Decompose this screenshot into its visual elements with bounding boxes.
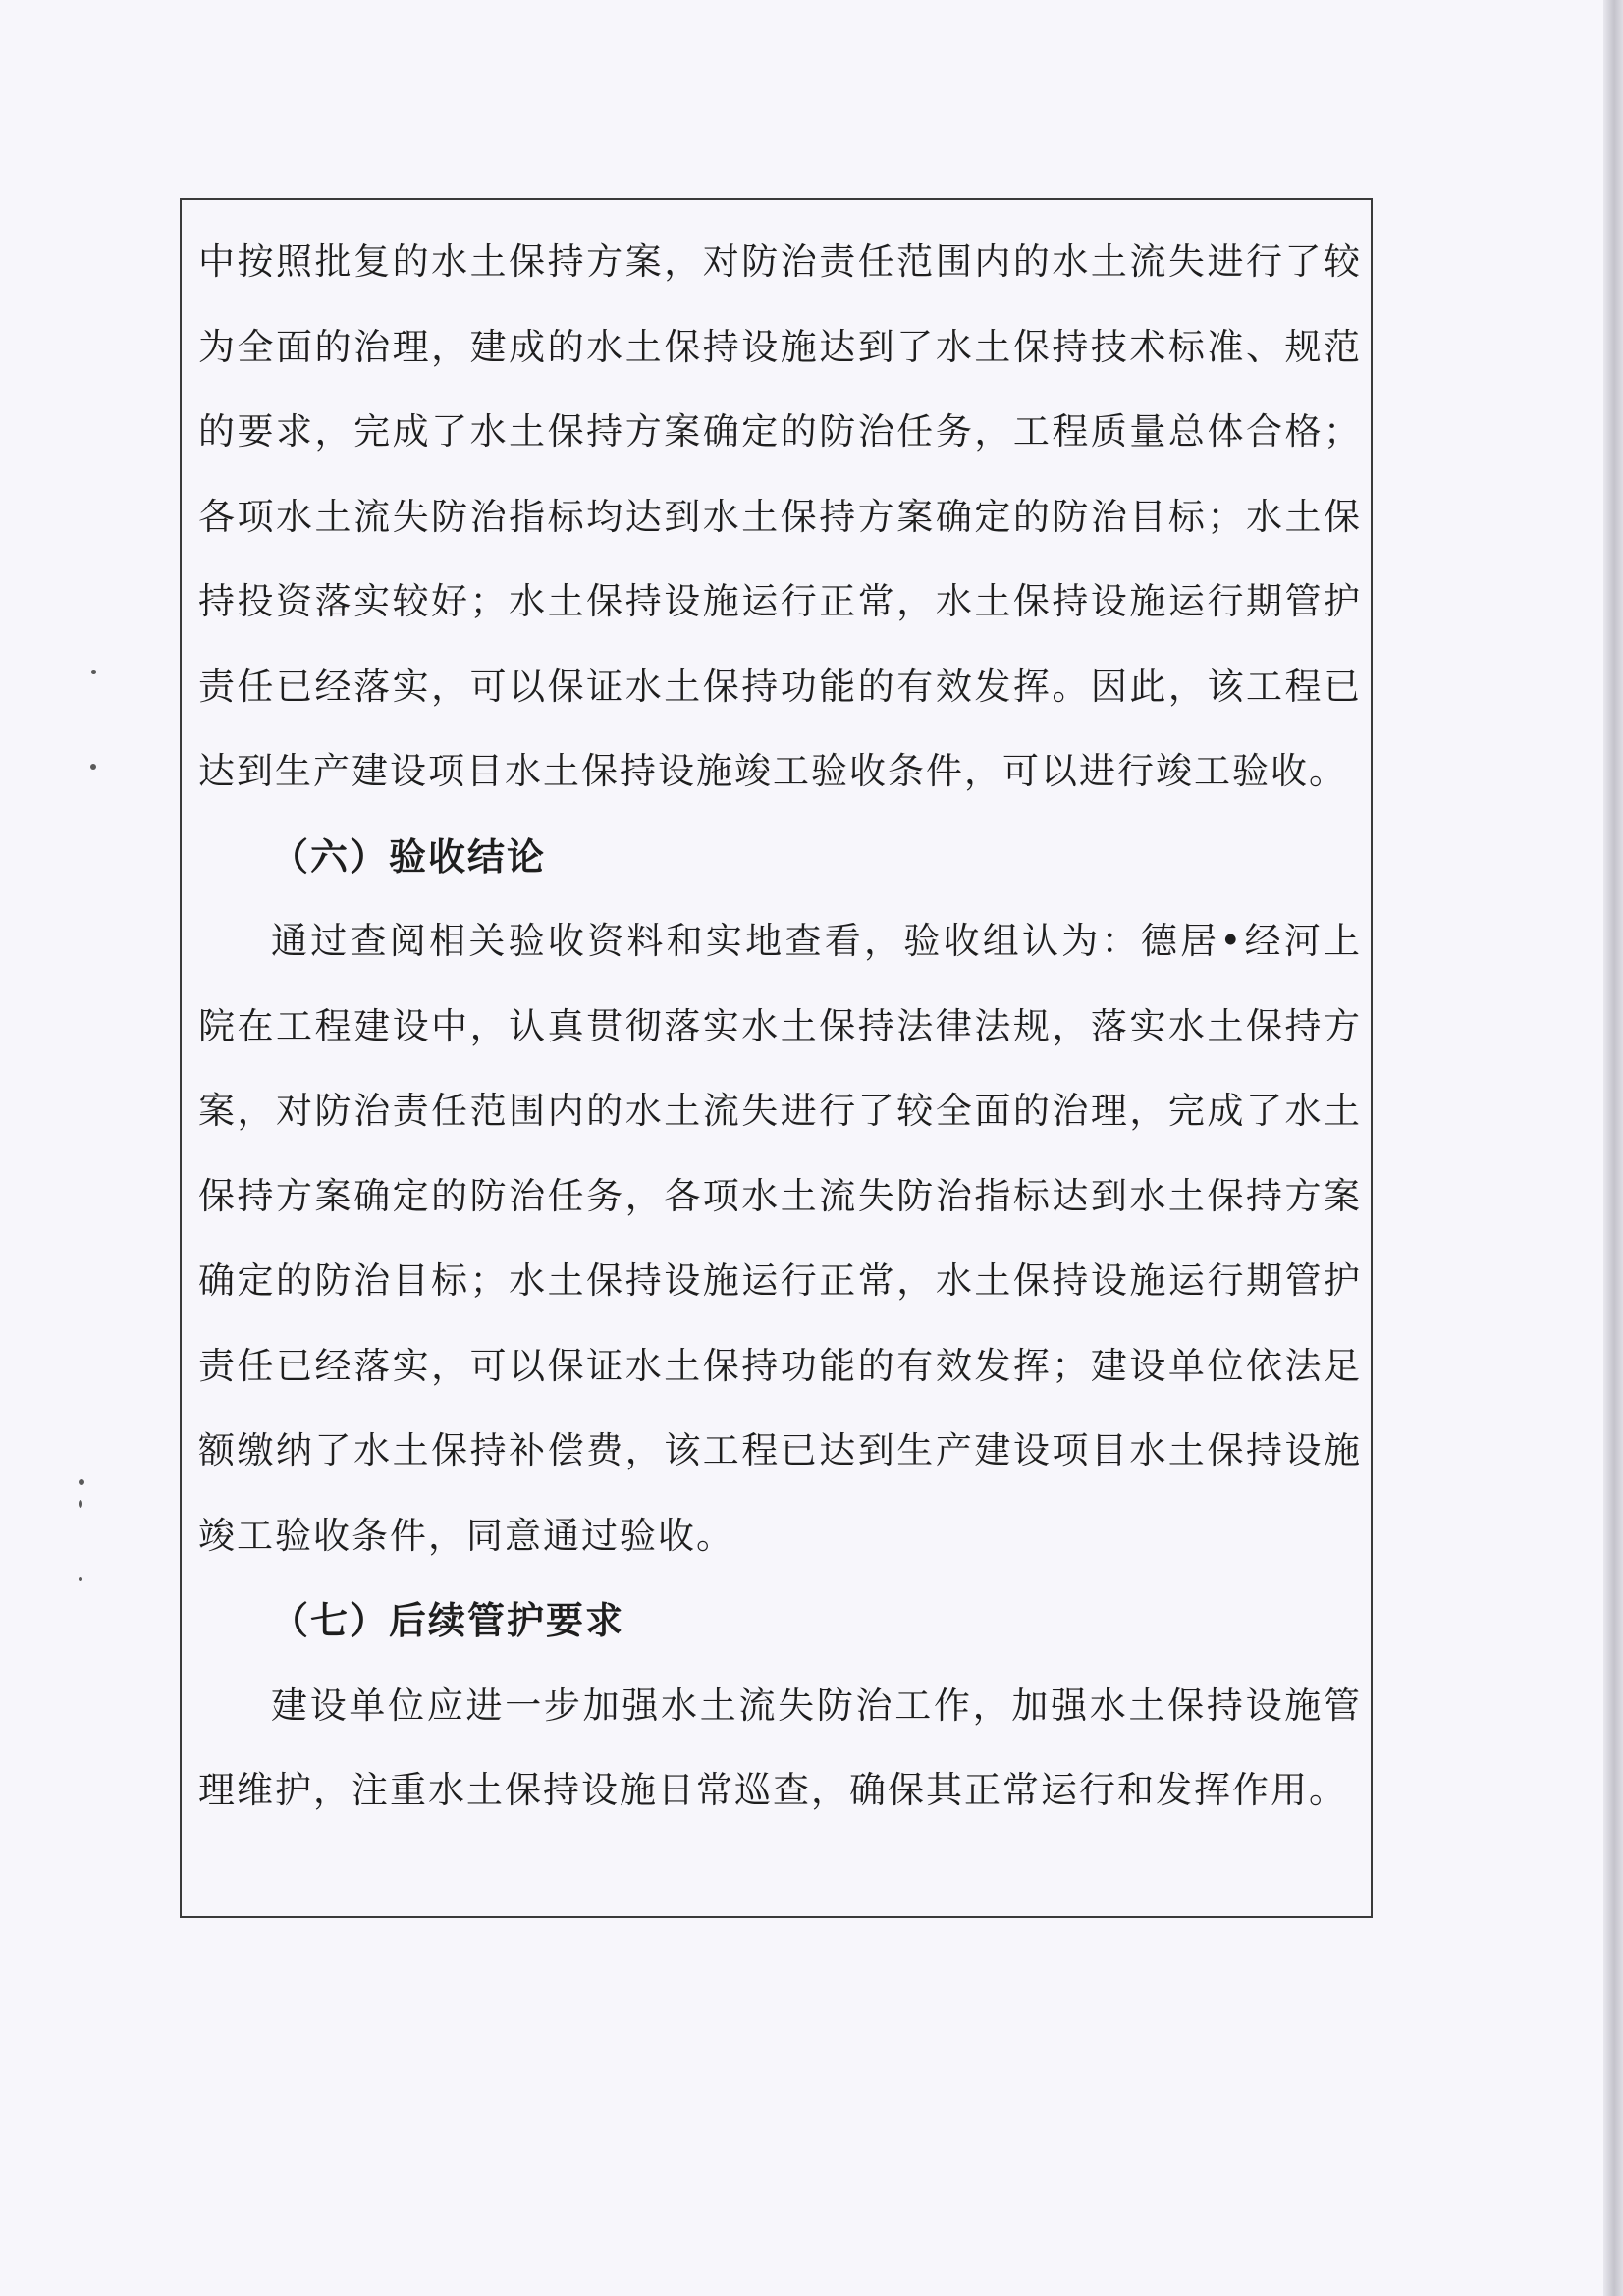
content-frame [180,198,1373,1918]
document-body [198,220,1362,1834]
scan-speck [79,1500,82,1508]
scan-speck [79,1479,84,1485]
maintenance-requirements-paragraph: 建设单位应进一步加强水土流失防治工作，加强水土保持设施管理维护，注重水土保持设施日常巡查，确保其正常运行和发挥作用。 [198,1683,1362,1811]
section-heading-acceptance-conclusion: （六）验收结论 [271,833,547,879]
acceptance-conclusion-paragraph: 通过查阅相关验收资料和实地查看，验收组认为：德居•经河上院在工程建设中，认真贯彻落实水土保持法律法规，落实水土保持方案，对防治责任范围内的水土流失进行了较全面的治理，完成了水土保持方案确定的防治任务，各项水土流失防治指标达到水土保持方案确定的防治目标；水土保持设施运行正常，水土保持设施运行期管护责任已经落实，可以保证水土保持功能的有效发挥；建设单位依法足额缴纳了水土保持补偿费，该工程已达到生产建设项目水土保持设施竣工验收条件，同意通过验收。 [198,920,1362,1557]
scan-speck [90,764,96,770]
scan-speck [79,1577,82,1581]
section-heading-maintenance-requirements: （七）后续管护要求 [271,1598,625,1642]
continuation-paragraph: 中按照批复的水土保持方案，对防治责任范围内的水土流失进行了较为全面的治理，建成的水土保持设施达到了水土保持技术标准、规范的要求，完成了水土保持方案确定的防治任务，工程质量总体合格；各项水土流失防治指标均达到水土保持方案确定的防治目标；水土保持投资落实较好；水土保持设施运行正常，水土保持设施运行期管护责任已经落实，可以保证水土保持功能的有效发挥。因此，该工程已达到生产建设项目水土保持设施竣工验收条件，可以进行竣工验收。 [198,240,1362,792]
scan-speck [91,670,96,674]
scan-page-edge [1603,0,1623,2296]
